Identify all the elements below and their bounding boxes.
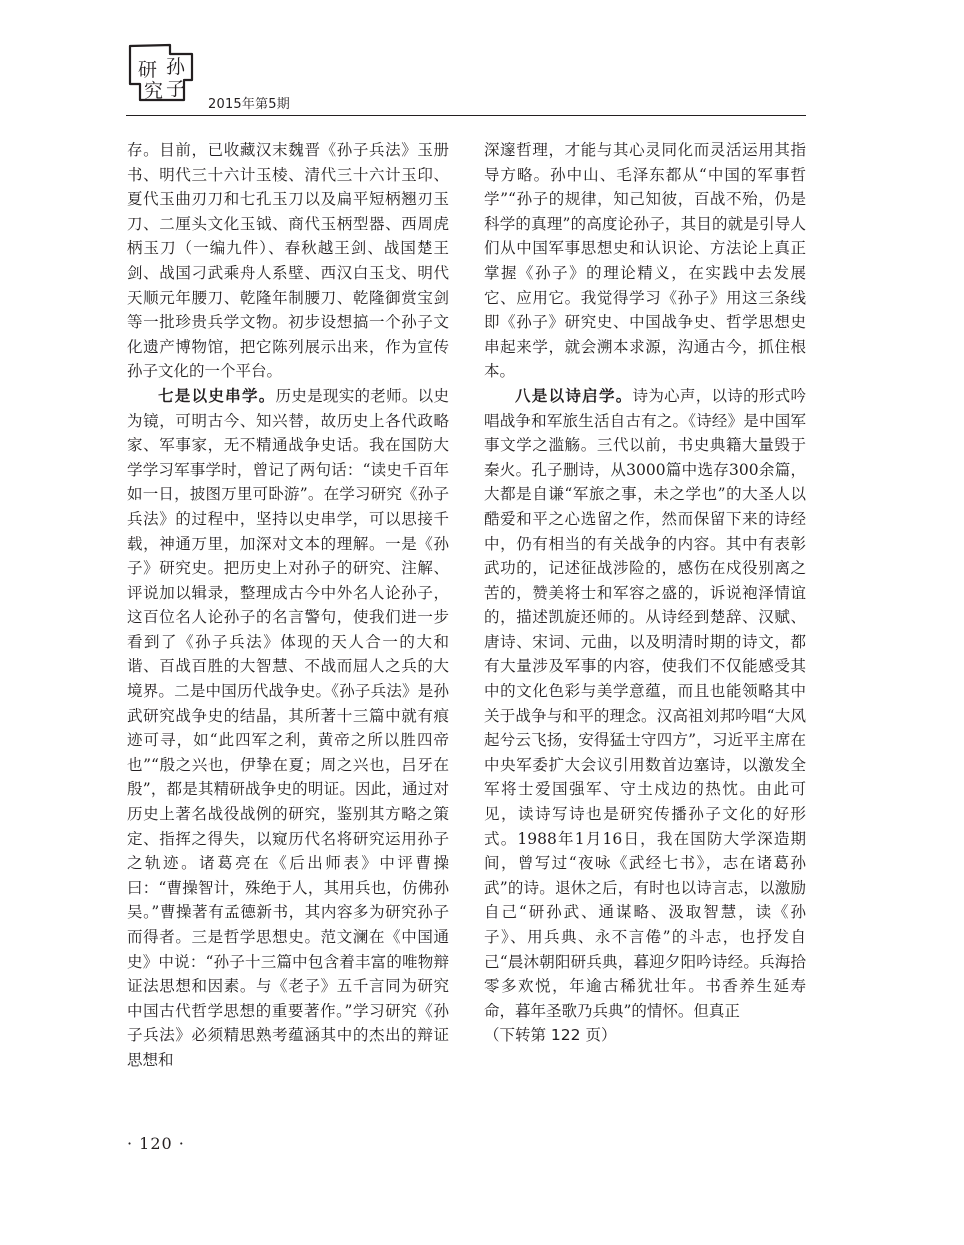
section-eight-lead: 八是以诗启学。 (515, 386, 633, 405)
svg-text:研: 研 (138, 59, 158, 81)
left-column (127, 138, 449, 1073)
left-paragraph-2 (127, 384, 449, 1073)
section-eight-body: 诗为心声，以诗的形式吟唱战争和军旅生活自古有之。《诗经》是中国军事文学之滥觞。三代以前，书史典籍大量毁于秦火。孔子删诗，从3000篇中选存300余篇，大都是自谦“军旅之事，未之学也”的大圣人以酷爱和平之心选留之作，然而保留下来的诗经中，仍有相当的有关战争的内容。其中有表彰武功的，记述征战涉险的，感伤在戍役别离之苦的，赞美将士和军容之盛的，诉说袍泽情谊的，描述凯旋还师的。从诗经到楚辞、汉赋、唐诗、宋词、元曲，以及明清时期的诗文，都有大量涉及军事的内容，使我们不仅能感受其中的文化色彩与美学意蕴，而且也能领略其中关于战争与和平的理念。汉高祖刘邦吟唱“大风起兮云飞扬，安得猛士守四方”，习近平主席在中央军委扩大会议引用数首边塞诗，以激发全军将士爱国强军、守土戍边的热忱。由此可见，读诗写诗也是研究传播孙子文化的好形式。1988年1月16日，我在国防大学深造期间，曾写过“夜咏《武经七书》，志在诸葛孙武”的诗。退休之后，有时也以诗言志，以激励自己“研孙武、通谋略、汲取智慧，读《孙子》、用兵典、永不言倦”的斗志，也抒发自己“晨沐朝阳研兵典，暮迎夕阳吟诗经。兵海拾零多欢悦，年逾古稀犹壮年。书香养生延寿命，暮年圣歌乃兵典”的情怀。但真正 (484, 386, 806, 1020)
continued-note-text: （下转第 122 页） (484, 1026, 617, 1045)
right-column (484, 138, 806, 1048)
left-paragraph-1: 存。目前，已收藏汉末魏晋《孙子兵法》玉册书、明代三十六计玉棱、清代三十六计玉印、夏代玉曲刃刀和七孔玉刀以及扁平短柄翘刃玉刀、二厘头文化玉钺、商代玉柄型器、西周虎柄玉刀（一编九件）、春秋越王剑、战国楚王剑、战国刁武乘舟人系壁、西汉白玉戈、明代天顺元年腰刀、乾隆年制腰刀、乾隆御赏宝剑等一批珍贵兵学文物。初步设想搞一个孙子文化遗产博物馆，把它陈列展示出来，作为宣传孙子文化的一个平台。 (127, 141, 449, 381)
svg-text:究: 究 (144, 80, 164, 102)
issue-label: 2015年第5期 (208, 97, 290, 112)
svg-text:孙: 孙 (166, 56, 186, 78)
continued-note (484, 1023, 806, 1048)
section-seven-body: 历史是现实的老师。以史为镜，可明古今、知兴替，故历史上各代政略家、军事家，无不精通战争史话。我在国防大学学习军事学时，曾记了两句话：“读史千百年如一日，披图万里可卧游”。在学习研究《孙子兵法》的过程中，坚持以史串学，可以思接千载，神通万里，加深对文本的理解。一是《孙子》研究史。把历史上对孙子的研究、注解、评说加以辑录，整理成古今中外名人论孙子，这百位名人论孙子的名言警句，使我们进一步看到了《孙子兵法》体现的天人合一的大和谐、百战百胜的大智慧、不战而屈人之兵的大境界。二是中国历代战争史。《孙子兵法》是孙武研究战争史的结晶，其所著十三篇中就有痕迹可寻，如“此四军之利，黄帝之所以胜四帝也”“殷之兴也，伊挚在夏；周之兴也，吕牙在殷”，都是其精研战争史的明证。因此，通过对历史上著名战役战例的研究，鉴别其方略之策定、指挥之得失，以窥历代名将研究运用孙子之轨迹。诸葛亮在《后出师表》中评曹操曰：“曹操智计，殊绝于人，其用兵也，仿佛孙吴。”曹操著有孟德新书，其内容多为研究孙子而得者。三是哲学思想史。范文澜在《中国通史》中说：“孙子十三篇中包含着丰富的唯物辩证法思想和因素。与《老子》五千言同为研究中国古代哲学思想的重要著作。”学习研究《孙子兵法》必须精思熟考蕴涵其中的杰出的辩证思想和 (127, 386, 449, 1069)
section-seven-lead: 七是以史串学。 (158, 386, 276, 405)
header-rule (126, 115, 806, 116)
right-paragraph-2 (484, 384, 806, 1023)
page-number: · 120 · (127, 1134, 185, 1153)
right-paragraph-1: 深邃哲理，才能与其心灵同化而灵活运用其指导方略。孙中山、毛泽东都从“中国的军事哲学”“孙子的规律，知己知彼，百战不殆，仍是科学的真理”的高度论孙子，其目的就是引导人们从中国军事思想史和认识论、方法论上真正掌握《孙子》的理论精义，在实践中去发展它、应用它。我觉得学习《孙子》用这三条线即《孙子》研究史、中国战争史、哲学思想史串起来学，就会溯本求源，沟通古今，抓住根本。 (484, 141, 806, 381)
journal-logo (126, 40, 196, 104)
svg-text:子: 子 (166, 78, 186, 100)
journal-logo-seal (126, 40, 196, 104)
